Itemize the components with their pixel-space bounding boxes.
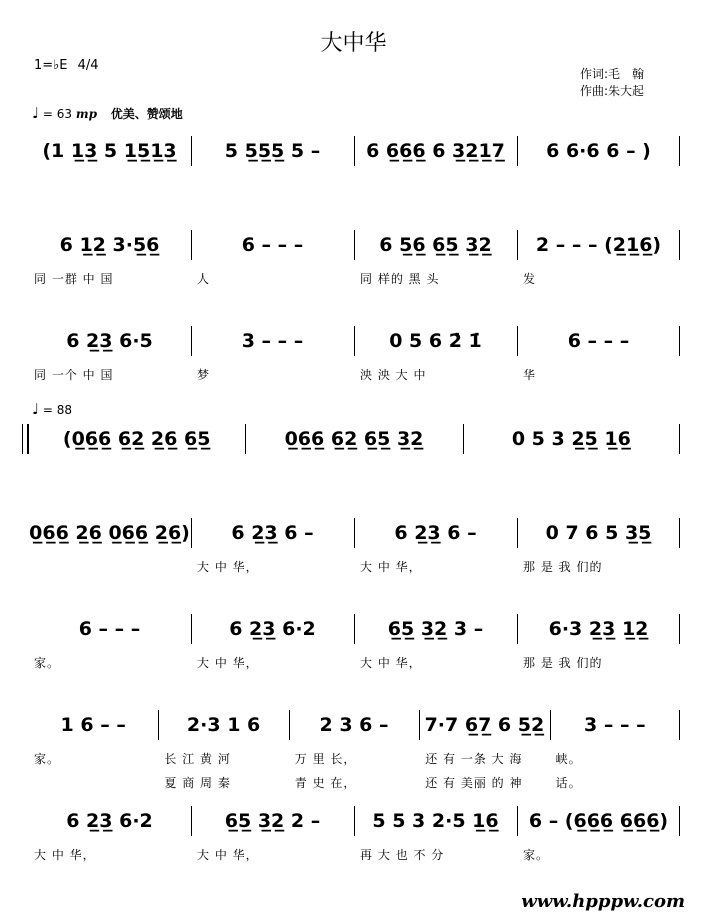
barline xyxy=(354,518,355,548)
measure: 0̲6̲6̲ 6̲2̲ 6̲5̲ 3̲2̲ xyxy=(284,428,424,450)
lyric-segment: 同 样的 黑 头 xyxy=(360,272,440,286)
notation-line xyxy=(28,136,680,166)
measure: 6 2̲3̲ 6 – xyxy=(231,522,314,544)
lyric-segment: 大 中 华， xyxy=(360,656,422,670)
measure: 6 1̲2̲ 3·5̲6̲ xyxy=(59,234,160,256)
song-title: 大中华 xyxy=(320,31,387,56)
lyrics-line xyxy=(28,366,680,384)
lyric-segment: 泱 泱 大 中 xyxy=(360,368,427,382)
tempo-marking-1 xyxy=(32,104,183,122)
notation-line xyxy=(28,710,680,740)
score-system-2 xyxy=(28,230,680,310)
barline xyxy=(517,326,518,356)
barline xyxy=(679,806,680,836)
lyrics-line xyxy=(28,846,680,864)
lyric-segment: 人 xyxy=(197,272,211,286)
watermark: www.hpppw.com xyxy=(521,891,685,912)
measure: 0 5 6 2̇ 1̇ xyxy=(389,330,482,352)
barline xyxy=(354,136,355,166)
lyric-segment: 家。 xyxy=(34,752,61,766)
barline xyxy=(158,710,159,740)
measure: 0 7 6 5 3̲5̲ xyxy=(545,522,652,544)
barline xyxy=(517,518,518,548)
score-system-7 xyxy=(28,710,680,790)
measure: 6 5̲6̲ 6̲5̲ 3̲2̲ xyxy=(379,234,492,256)
measure: 6 2̲3̲ 6·5 xyxy=(66,330,153,352)
lyric-segment: 梦 xyxy=(197,368,211,382)
lyric-segment: 万 里 长， xyxy=(294,752,357,766)
notation-line xyxy=(28,424,680,454)
measure: 6·3 2̲3̲ 1̲2̲ xyxy=(548,618,649,640)
composer-credit: 作曲:朱大起 xyxy=(580,84,645,98)
lyric-segment: 还 有 一条 大 海 xyxy=(425,752,523,766)
barline xyxy=(419,710,420,740)
lyric-segment: 家。 xyxy=(34,656,61,670)
measure: 2 3 6 – xyxy=(319,714,389,736)
barline xyxy=(191,614,192,644)
barline xyxy=(679,230,680,260)
measure: 6 6̲6̲6̲ 6 3̲2̲1̲7̲ xyxy=(366,140,505,162)
measure: 6̲5̲ 3̲2̲ 3 – xyxy=(387,618,484,640)
lyric-segment: 那 是 我 们的 xyxy=(523,560,603,574)
key-signature xyxy=(34,58,99,73)
barline xyxy=(679,518,680,548)
lyric-segment: 发 xyxy=(523,272,537,286)
lyrics-line-verse-2 xyxy=(28,774,680,792)
barline xyxy=(679,614,680,644)
tempo-bpm: = 63 xyxy=(42,107,73,121)
notation-line xyxy=(28,230,680,260)
measure: 0 5 3 2̲5̲ 1̲6̲ xyxy=(511,428,631,450)
barline xyxy=(517,136,518,166)
measure: 6 2̲3̲ 6·2 xyxy=(229,618,316,640)
lyric-segment: 家。 xyxy=(523,848,550,862)
measure: 5 5̲5̲5̲ 5 – xyxy=(224,140,321,162)
score-system-3 xyxy=(28,326,680,406)
repeat-start-barline xyxy=(22,424,29,454)
lyric-segment: 大 中 华， xyxy=(34,848,96,862)
measure: 3 – – – xyxy=(241,330,304,352)
lyrics-line xyxy=(28,270,680,288)
measure: 5 5 3 2·5 1̲6̲ xyxy=(372,810,499,832)
notation-line xyxy=(28,806,680,836)
barline xyxy=(679,424,680,454)
measure: 2 – – – (2̲1̲6̲) xyxy=(535,234,662,256)
time-signature: 4/4 xyxy=(77,58,99,73)
measure: 6 6·6 6 – ) xyxy=(546,140,651,162)
barline xyxy=(245,424,246,454)
measure: 6 – – – xyxy=(241,234,304,256)
lyric-segment: 华 xyxy=(523,368,537,382)
barline xyxy=(679,710,680,740)
lyric-segment: 同 一群 中 国 xyxy=(34,272,114,286)
lyric-segment: 夏 商 周 秦 xyxy=(164,776,231,790)
quarter-note-icon: ♩ xyxy=(32,400,40,418)
measure: 6̲5̲ 3̲2̲ 2 – xyxy=(224,810,321,832)
barline xyxy=(679,326,680,356)
barline xyxy=(191,806,192,836)
tempo-bpm: = 88 xyxy=(42,403,73,417)
lyric-segment: 大 中 华， xyxy=(197,560,259,574)
lyric-segment: 长 江 黄 河 xyxy=(164,752,231,766)
lyricist-credit: 作词:毛 翰 xyxy=(580,67,645,81)
measure: 6 – – – xyxy=(78,618,141,640)
barline xyxy=(517,614,518,644)
barline xyxy=(354,326,355,356)
quarter-note-icon: ♩ xyxy=(32,104,40,122)
lyrics-line xyxy=(28,654,680,672)
barline xyxy=(191,518,192,548)
measure: 1 6 – – xyxy=(60,714,126,736)
barline xyxy=(354,614,355,644)
score-system-1 xyxy=(28,136,680,216)
credits xyxy=(580,66,644,100)
score-system-5 xyxy=(28,518,680,598)
measure: 6 – – – xyxy=(567,330,630,352)
barline xyxy=(679,136,680,166)
measure: 6 – (6̲6̲6̲ 6̲6̲6̲) xyxy=(528,810,669,832)
barline xyxy=(463,424,464,454)
lyrics-line xyxy=(28,558,680,576)
notation-line xyxy=(28,518,680,548)
score-system-8 xyxy=(28,806,680,886)
lyric-segment: 青 史 在， xyxy=(294,776,357,790)
lyric-segment: 大 中 华， xyxy=(197,656,259,670)
measure: 6 2̲3̲ 6 – xyxy=(394,522,477,544)
notation-line xyxy=(28,614,680,644)
measure: 7·7 6̲7̲ 6 5̲2̲ xyxy=(424,714,545,736)
measure: (1 1̲3̲ 5 1̲5̲1̲3̲ xyxy=(42,140,177,162)
barline xyxy=(550,710,551,740)
barline xyxy=(517,806,518,836)
measure: 0̲6̲6̲ 2̲6̲ 0̲6̲6̲ 2̲6̲) xyxy=(29,522,190,544)
measure: 6 2̲3̲ 6·2 xyxy=(66,810,153,832)
barline xyxy=(191,230,192,260)
key-label: 1=♭E xyxy=(34,58,68,73)
score-system-4 xyxy=(28,424,680,504)
lyric-segment: 话。 xyxy=(555,776,582,790)
lyrics-line xyxy=(28,750,680,768)
notation-line xyxy=(28,326,680,356)
measure: 3 – – – xyxy=(584,714,646,736)
barline xyxy=(354,230,355,260)
barline xyxy=(354,806,355,836)
lyric-segment: 峡。 xyxy=(555,752,582,766)
score-system-6 xyxy=(28,614,680,694)
dynamic-mark: mp xyxy=(75,107,97,121)
expression-mark: 优美、赞颂地 xyxy=(110,107,183,121)
barline xyxy=(517,230,518,260)
barline xyxy=(191,326,192,356)
measure: (0̲6̲6̲ 6̲2̲ 2̲6̲ 6̲5̲ xyxy=(62,428,211,450)
barline xyxy=(289,710,290,740)
barline xyxy=(191,136,192,166)
lyric-segment: 还 有 美丽 的 神 xyxy=(425,776,523,790)
lyric-segment: 大 中 华， xyxy=(197,848,259,862)
lyric-segment: 再 大 也 不 分 xyxy=(360,848,445,862)
measure: 2·3 1 6 xyxy=(186,714,261,736)
lyric-segment: 同 一个 中 国 xyxy=(34,368,114,382)
lyric-segment: 那 是 我 们的 xyxy=(523,656,603,670)
lyric-segment: 大 中 华， xyxy=(360,560,422,574)
